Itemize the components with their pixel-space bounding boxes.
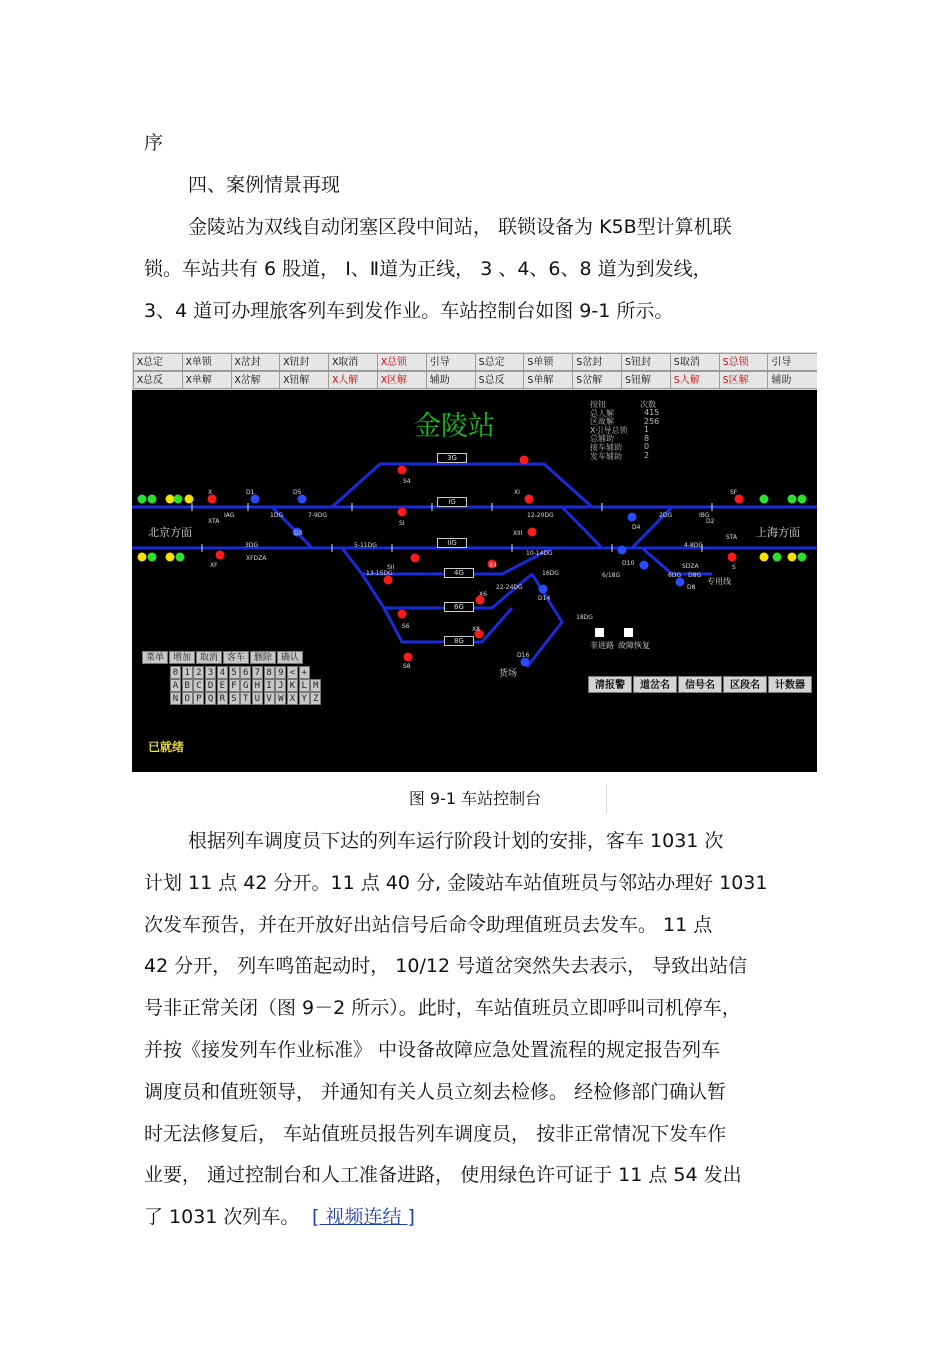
toolbar-button-row2-5[interactable]: X区解 [377,371,428,389]
toolbar-button-row2-13[interactable]: 辅助 [767,371,817,389]
keypad-key[interactable]: D [205,679,216,692]
toolbar-button-row2-4[interactable]: X人解 [328,371,379,389]
toolbar-button-row1-12[interactable]: S总锁 [719,353,770,371]
track-name-iig: IIG [437,538,467,548]
keypad-key[interactable]: M [310,679,321,692]
signal-label: XTA [208,518,220,525]
keypad-key[interactable]: 5 [229,666,240,679]
toolbar-button-row2-8[interactable]: S单解 [523,371,574,389]
fault-recover-label: 故障恢复 [618,641,650,650]
signal-lamp [148,553,157,562]
signal-label: D14 [538,595,551,602]
toolbar-button-row1-8[interactable]: S单锁 [523,353,574,371]
toolbar-button-row2-7[interactable]: S总反 [475,371,526,389]
signal-lamp [138,553,147,562]
keypad-function-button[interactable]: 增加 [169,651,195,664]
keypad-key[interactable]: Q [205,692,216,705]
direction-left: 北京方面 [148,526,192,539]
direction-right: 上海方面 [756,526,800,539]
no-route-button[interactable] [595,628,604,637]
body-line: 时无法修复后， 车站值班员报告列车调度员， 按非正常情况下发车作 [144,1122,727,1145]
signal-lamp [520,456,529,465]
signal-label: D3 [294,530,303,537]
keypad-key[interactable]: I [264,679,275,692]
toolbar-button-row2-6[interactable]: 辅助 [426,371,477,389]
signal-label: SDZA [682,563,699,570]
signal-lamp [138,495,147,504]
console-bottom-button[interactable]: 道岔名 [633,676,677,693]
keypad-function-button[interactable]: 客车 [223,651,249,664]
caption-divider [606,784,607,814]
console-bottom-button[interactable]: 清报警 [588,676,632,693]
toolbar-button-row1-2[interactable]: X岔封 [231,353,282,371]
text-line-4: 锁。车站共有 6 股道， Ⅰ、Ⅱ道为正线， 3 、4、6、8 道为到发线， [144,258,712,280]
fault-recover-button[interactable] [624,628,633,637]
signal-lamp [728,553,737,562]
keypad-key[interactable]: 3 [205,666,216,679]
signal-label: S4 [403,478,411,485]
station-console-figure [132,352,817,772]
signal-lamp [628,513,637,522]
body-line: 了 1031 次列车。 [144,1206,300,1229]
keypad-key[interactable]: W [275,692,286,705]
stat-label: 总辅助 [590,434,614,444]
keypad-key[interactable]: O [182,692,193,705]
keypad-key[interactable]: 6 [240,666,251,679]
keypad-key[interactable]: 4 [217,666,228,679]
figure-caption: 图 9-1 车站控制台 [408,789,542,808]
signal-label: 4-8DG [684,542,704,549]
signal-label: X4 [489,562,497,569]
signal-lamp [176,553,185,562]
toolbar-button-row1-5[interactable]: X总锁 [377,353,428,371]
keypad-key[interactable]: J [275,679,286,692]
signal-label: X6 [479,591,487,598]
text-line-1: 序 [144,132,164,154]
stats-header: 次数 [640,400,656,409]
keypad-key[interactable]: C [193,679,204,692]
body-line: 业要， 通过控制台和人工准备进路， 使用绿色许可证于 11 点 54 发出 [144,1164,742,1187]
keypad-function-button[interactable]: 确认 [277,651,303,664]
keypad-key[interactable]: T [240,692,251,705]
signal-label: D16 [517,652,530,659]
signal-label: 3DG [245,542,259,549]
signal-lamp [760,553,769,562]
siding-label: 专用线 [707,577,731,586]
toolbar-button-row2-12[interactable]: S区解 [719,371,770,389]
signal-label: D4 [632,524,641,531]
keypad-key[interactable]: Y [299,692,310,705]
signal-lamp [525,495,534,504]
toolbar-button-row1-7[interactable]: S总定 [475,353,526,371]
signal-label: 6DG [668,572,682,579]
signal-label: S [732,564,736,571]
console-bottom-button[interactable]: 区段名 [723,676,767,693]
stat-label: X引导总锁 [590,425,628,435]
signal-label: IAG [224,512,235,519]
stat-label: 发车辅助 [590,451,622,461]
signal-label: S6 [402,623,410,630]
signal-lamp [411,554,420,563]
signal-lamp [760,495,769,504]
signal-lamp [788,495,797,504]
body-line: 调度员和值班领导， 并通知有关人员立刻去检修。 经检修部门确认暂 [144,1080,727,1103]
signal-lamp [798,553,807,562]
keypad-key[interactable]: N [170,692,181,705]
toolbar-button-row1-9[interactable]: S岔封 [572,353,623,371]
track-name-8g: 8G [444,636,474,646]
signal-lamp [185,495,194,504]
keypad-key[interactable]: G [240,679,251,692]
keypad-key[interactable]: 0 [170,666,181,679]
body-line: 计划 11 点 42 分开。11 点 40 分, 金陵站车站值班员与邻站办理好 1031 [144,871,768,894]
keypad-key[interactable]: R [217,692,228,705]
signal-label: S8 [403,663,411,670]
toolbar-button-row1-11[interactable]: S取消 [670,353,721,371]
toolbar-button-row2-10[interactable]: S钮解 [621,371,672,389]
signal-label: D8G [688,572,702,579]
toolbar-button-row1-6[interactable]: 引导 [426,353,477,371]
track-name-ig: IG [437,497,467,507]
crossover-mid [562,507,602,548]
keypad-function-button[interactable]: 删除 [250,651,276,664]
signal-label: XIII [513,530,523,537]
toolbar-button-row2-0[interactable]: X总反 [133,371,184,389]
signal-lamp [618,546,627,555]
toolbar-button-row2-3[interactable]: X钮解 [279,371,330,389]
keypad-key[interactable]: 2 [193,666,204,679]
stat-value: 8 [644,433,650,443]
signal-label: D2 [706,518,715,525]
keypad-key[interactable]: 7 [252,666,263,679]
signal-lamp [773,553,782,562]
toolbar-button-row1-13[interactable]: 引导 [767,353,817,371]
keypad-key[interactable]: U [252,692,263,705]
body-line: 42 分开， 列车鸣笛起动时， 10/12 号道岔突然失去表示， 导致出站信 [144,955,748,978]
signal-label: 12-20DG [527,512,554,519]
signal-label: D5 [293,489,302,496]
signal-lamp [216,551,225,560]
freight-yard-label: 货场 [499,669,518,679]
track-name-4g: 4G [444,568,474,578]
body-line: 号非正常关闭（图 9－2 所示）。此时，车站值班员立即呼叫司机停车， [144,997,741,1020]
signal-label: 13-15DG [366,570,393,577]
signal-lamp [539,585,548,594]
signal-label: 10-14DG [526,550,553,557]
signal-lamp [788,553,797,562]
toolbar-button-row1-10[interactable]: S钮封 [621,353,672,371]
signal-label: X [208,489,213,496]
track-name-6g: 6G [444,602,474,612]
keypad-key[interactable]: S [229,692,240,705]
status-text: 已就绪 [148,740,185,754]
signal-label: IBG [699,512,710,519]
signal-lamp [798,495,807,504]
toolbar-button-row2-11[interactable]: S人解 [670,371,721,389]
stat-value: 415 [644,408,660,417]
signal-label: SF [730,489,738,496]
keypad-function-button[interactable]: 菜单 [142,651,168,664]
text-line-5: 3、4 道可办理旅客列车到发作业。车站控制台如图 9-1 所示。 [144,300,674,322]
signal-label: SII [387,564,395,571]
keypad-key[interactable]: 8 [264,666,275,679]
signal-label: 16DG [542,570,559,577]
signal-lamp [398,466,407,475]
stat-label: 接车辅助 [590,443,622,452]
keypad-key[interactable]: F [229,679,240,692]
section-heading: 四、案例情景再现 [188,174,341,196]
keypad-key[interactable]: L [299,679,310,692]
toolbar-button-row2-1[interactable]: X单解 [182,371,233,389]
stat-value: 1 [644,425,650,435]
signal-label: XF [210,562,218,569]
stat-label: 区故解 [590,417,614,427]
keypad-key[interactable]: 1 [182,666,193,679]
toolbar-button-row1-3[interactable]: X钮封 [279,353,330,371]
stat-value: 256 [644,416,660,426]
signal-label: 1DG [270,512,284,519]
signal-lamp [398,610,407,619]
toolbar-button-row2-9[interactable]: S岔解 [572,371,623,389]
toolbar-button-row2-2[interactable]: X岔解 [231,371,282,389]
signal-label: 7-9DG [308,512,328,519]
signal-label: XFDZA [246,555,267,562]
keypad-key[interactable]: V [264,692,275,705]
keypad-key[interactable]: B [182,679,193,692]
signal-lamp [166,553,175,562]
body-line: 次发车预告，并在开放好出站信号后命令助理值班员去发车。 11 点 [144,913,713,936]
signal-label: 5-11DG [354,542,377,549]
signal-lamp [166,495,175,504]
signal-label: D1 [246,489,255,496]
signal-label: D8 [687,584,696,591]
stat-value: 0 [644,442,650,452]
signal-label: STA [726,534,738,541]
body-line: 并按《接发列车作业标准》 中设备故障应急处置流程的规定报告列车 [144,1039,721,1061]
keypad-key[interactable]: X [287,692,298,705]
body-line: 根据列车调度员下达的列车运行阶段计划的安排，客车 1031 次 [188,830,724,852]
signal-lamp [640,561,649,570]
no-route-label: 非进路 [590,641,614,650]
keypad-key[interactable]: 9 [275,666,286,679]
keypad-key[interactable]: Z [310,692,321,705]
keypad-key[interactable]: E [217,679,228,692]
toolbar-button-row1-1[interactable]: X单锁 [182,353,233,371]
video-link[interactable]: [ 视频连结 ] [312,1206,415,1228]
signal-label: 18DG [576,614,593,621]
keypad-key[interactable]: A [170,679,181,692]
keypad-key[interactable]: < [287,666,298,679]
signal-label: XI [514,489,520,496]
toolbar-button-row1-0[interactable]: X总定 [133,353,184,371]
signal-lamp [404,653,413,662]
keypad-function-button[interactable]: 取消 [196,651,222,664]
stat-value: 2 [644,451,650,460]
keypad-key[interactable]: P [193,692,204,705]
signal-lamp [398,508,407,517]
signal-label: 22-24DG [496,584,523,591]
signal-lamp [174,495,183,504]
track-name-3g: 3G [437,453,467,463]
signal-label: 6/18G [602,572,621,579]
signal-label: X8 [472,626,480,633]
keypad-key[interactable]: H [252,679,263,692]
toolbar-button-row1-4[interactable]: X取消 [328,353,379,371]
stat-label: 总人解 [590,408,614,418]
signal-lamp [148,495,157,504]
keypad-key[interactable]: K [287,679,298,692]
signal-label: SI [399,520,405,527]
signal-label: 2DG [659,512,673,519]
signal-label: D10 [622,560,635,567]
console-bottom-button[interactable]: 信号名 [678,676,722,693]
text-line-3: 金陵站为双线自动闭塞区段中间站， 联锁设备为 K5B型计算机联 [188,216,732,238]
console-bottom-button[interactable]: 计数器 [768,676,812,693]
stat-label: 按钮 [590,400,606,409]
keypad-key[interactable]: + [299,666,310,679]
signal-lamp [528,528,537,537]
station-name-title: 金陵站 [414,411,495,442]
